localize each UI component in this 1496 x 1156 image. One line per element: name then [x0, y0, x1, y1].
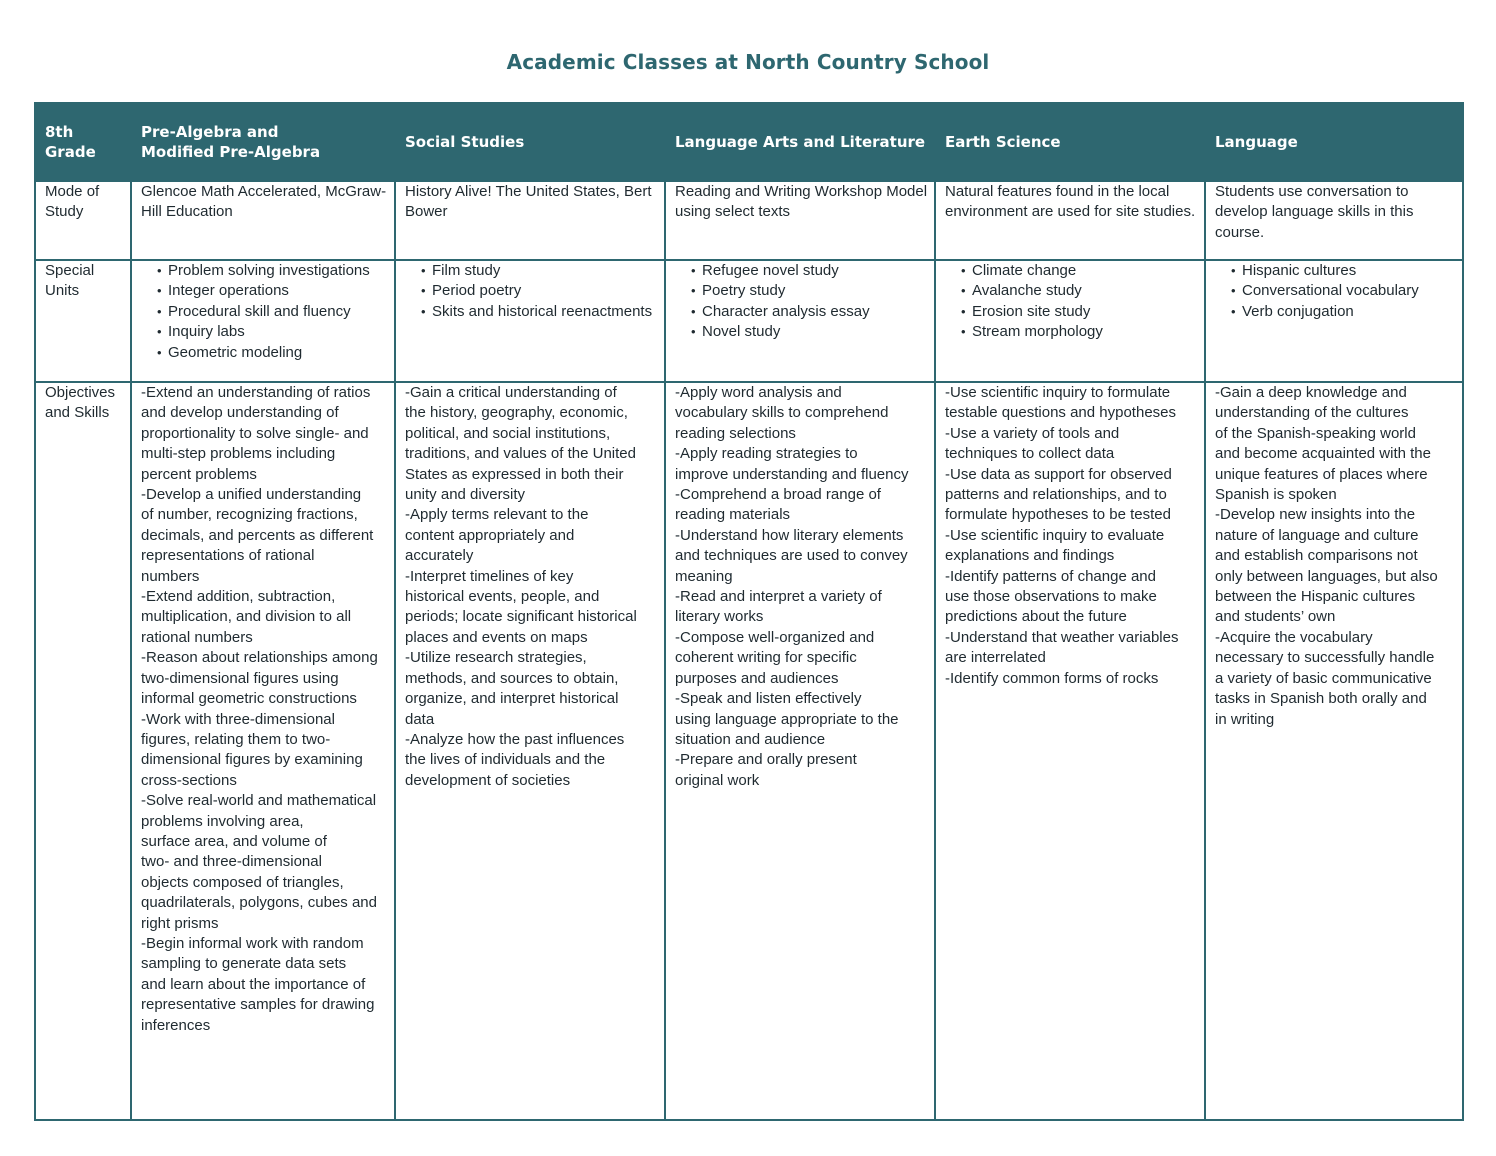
mode-of-study-row [35, 181, 1463, 260]
table-cell [395, 260, 665, 382]
text-line: -Utilize research strategies, [405, 649, 587, 667]
text-line: and techniques are used to convey [675, 547, 908, 565]
text-line: -Apply reading strategies to [675, 445, 858, 463]
list-item: • Stream morphology [961, 322, 1198, 342]
list-item: • Integer operations [157, 281, 388, 301]
text-line: two- and three-dimensional [141, 853, 322, 871]
text-line: improve understanding and fluency [675, 465, 909, 483]
table-cell [1205, 382, 1463, 1120]
text-line: -Use scientific inquiry to formulate [945, 384, 1171, 401]
text-line: -Acquire the vocabulary [1215, 628, 1373, 646]
text-line: historical events, people, and [405, 588, 600, 606]
text-line: nature of language and culture [1215, 526, 1419, 544]
table-cell [665, 382, 935, 1120]
text-line: data [405, 710, 435, 728]
text-line: purposes and audiences [675, 669, 839, 687]
text-line: only between languages, but also [1215, 567, 1438, 585]
list-item: • Period poetry [421, 281, 658, 301]
text-line: -Develop new insights into the [1215, 506, 1416, 524]
list-item: • Character analysis essay [691, 302, 928, 322]
text-line: representative samples for drawing [141, 996, 375, 1014]
text-line: coherent writing for specific [675, 649, 857, 667]
text-line: objects composed of triangles, [141, 873, 344, 891]
table-cell: Glencoe Math Accelerated, McGraw-Hill Education [131, 181, 395, 260]
column-header: Language Arts and Literature [665, 103, 935, 181]
text-line: -Gain a critical understanding of [405, 384, 617, 401]
table-cell: Reading and Writing Workshop Model using select texts [665, 181, 935, 260]
text-line: -Gain a deep knowledge and [1215, 384, 1407, 401]
text-line: meaning [675, 567, 733, 585]
text-line: organize, and interpret historical [405, 690, 619, 708]
header-row [35, 103, 1463, 181]
table-cell: Natural features found in the local environment are used for site studies. [935, 181, 1205, 260]
list-item: • Film study [421, 261, 658, 281]
text-line: and establish comparisons not [1215, 547, 1418, 565]
text-line: surface area, and volume of [141, 832, 327, 850]
text-line: proportionality to solve single- and [141, 424, 369, 442]
text-line: of the Spanish-speaking world [1215, 424, 1416, 442]
text-line: traditions, and values of the United [405, 445, 636, 463]
text-line: a variety of basic communicative [1215, 669, 1432, 687]
text-line: political, and social institutions, [405, 424, 611, 442]
text-line: -Understand that weather variables [945, 628, 1179, 646]
academic-classes-table [34, 102, 1464, 1121]
special-units-row [35, 260, 1463, 382]
bullet-list [405, 261, 658, 322]
list-item: • Verb conjugation [1231, 302, 1456, 322]
text-line: development of societies [405, 771, 571, 789]
text-line: -Compose well-organized and [675, 628, 875, 646]
text-line: inferences [141, 1016, 211, 1034]
text-line: -Identify patterns of change and [945, 567, 1156, 585]
text-line: -Read and interpret a variety of [675, 588, 882, 606]
text-line: reading materials [675, 506, 791, 524]
text-line: unique features of places where [1215, 465, 1428, 483]
text-line: the lives of individuals and the [405, 751, 606, 769]
list-item: • Conversational vocabulary [1231, 281, 1456, 301]
column-header: 8th Grade [35, 103, 131, 181]
text-line: literary works [675, 608, 764, 626]
text-line: content appropriately and [405, 526, 575, 544]
row-label: Mode of Study [35, 181, 131, 260]
text-line: -Work with three-dimensional [141, 710, 335, 728]
list-item: • Avalanche study [961, 281, 1198, 301]
table-cell [395, 382, 665, 1120]
text-line: multi-step problems including [141, 445, 336, 463]
text-line: and students’ own [1215, 608, 1336, 626]
text-line: informal geometric constructions [141, 690, 357, 708]
text-line: -Reason about relationships among [141, 649, 378, 667]
text-line: understanding of the cultures [1215, 404, 1409, 422]
table-cell: History Alive! The United States, Bert Bower [395, 181, 665, 260]
text-line: explanations and findings [945, 547, 1115, 565]
row-label: Objectives and Skills [35, 382, 131, 1120]
text-line: -Identify common forms of rocks [945, 669, 1159, 687]
column-header: Social Studies [395, 103, 665, 181]
text-line: States as expressed in both their [405, 465, 624, 483]
text-line: -Develop a unified understanding [141, 486, 362, 504]
text-line: necessary to successfully handle [1215, 649, 1435, 667]
text-line: -Use scientific inquiry to evaluate [945, 526, 1165, 544]
text-line: -Use a variety of tools and [945, 424, 1120, 442]
text-line: situation and audience [675, 730, 826, 748]
list-item: • Hispanic cultures [1231, 261, 1456, 281]
text-line: periods; locate significant historical [405, 608, 637, 626]
text-line: percent problems [141, 465, 257, 483]
text-line: -Extend an understanding of ratios [141, 384, 371, 401]
text-line: -Interpret timelines of key [405, 567, 574, 585]
text-line: cross-sections [141, 771, 237, 789]
text-line: sampling to generate data sets [141, 955, 347, 973]
list-item: • Refugee novel study [691, 261, 928, 281]
table-cell [935, 260, 1205, 382]
text-line: -Apply word analysis and [675, 384, 842, 401]
column-header: Language [1205, 103, 1463, 181]
text-line: -Apply terms relevant to the [405, 506, 589, 524]
text-line: and become acquainted with the [1215, 445, 1431, 463]
text-line: accurately [405, 547, 474, 565]
text-line: -Understand how literary elements [675, 526, 904, 544]
objectives-row [35, 382, 1463, 1120]
text-line: -Analyze how the past influences [405, 730, 625, 748]
text-line: -Extend addition, subtraction, [141, 588, 336, 606]
text-line: -Use data as support for observed [945, 465, 1172, 483]
text-line: Spanish is spoken [1215, 486, 1337, 504]
text-line: using language appropriate to the [675, 710, 899, 728]
text-line: right prisms [141, 914, 219, 932]
text-line: testable questions and hypotheses [945, 404, 1176, 422]
column-header: Earth Science [935, 103, 1205, 181]
table-cell [131, 260, 395, 382]
text-line: predictions about the future [945, 608, 1127, 626]
list-item: • Geometric modeling [157, 343, 388, 363]
text-line: -Speak and listen effectively [675, 690, 862, 708]
text-line: rational numbers [141, 628, 253, 646]
text-line: quadrilaterals, polygons, cubes and [141, 894, 377, 912]
text-line: vocabulary skills to comprehend [675, 404, 889, 422]
row-label: Special Units [35, 260, 131, 382]
column-header: Pre-Algebra and Modified Pre-Algebra [131, 103, 395, 181]
text-line: techniques to collect data [945, 445, 1115, 463]
text-line: use those observations to make [945, 588, 1157, 606]
text-line: and learn about the importance of [141, 975, 366, 993]
list-item: • Novel study [691, 322, 928, 342]
text-line: places and events on maps [405, 628, 588, 646]
list-item: • Inquiry labs [157, 322, 388, 342]
text-line: formulate hypotheses to be tested [945, 506, 1171, 524]
text-line: problems involving area, [141, 812, 304, 830]
bullet-list [945, 261, 1198, 343]
list-item: • Poetry study [691, 281, 928, 301]
table-cell [1205, 260, 1463, 382]
table-cell: Students use conversation to develop language skills in this course. [1205, 181, 1463, 260]
text-line: representations of rational [141, 547, 315, 565]
table-cell [935, 382, 1205, 1120]
text-line: figures, relating them to two- [141, 730, 331, 748]
page-title: Academic Classes at North Country School [506, 50, 990, 74]
text-line: -Solve real-world and mathematical [141, 792, 377, 810]
text-line: multiplication, and division to all [141, 608, 352, 626]
text-line: methods, and sources to obtain, [405, 669, 619, 687]
text-line: unity and diversity [405, 486, 526, 504]
table-cell [665, 260, 935, 382]
text-line: of number, recognizing fractions, [141, 506, 358, 524]
text-line: reading selections [675, 424, 796, 442]
bullet-list [141, 261, 388, 363]
text-line: -Prepare and orally present [675, 751, 857, 769]
text-line: original work [675, 771, 760, 789]
text-line: dimensional figures by examining [141, 751, 363, 769]
table-cell [131, 382, 395, 1120]
bullet-list [675, 261, 928, 343]
list-item: • Erosion site study [961, 302, 1198, 322]
text-line: decimals, and percents as different [141, 526, 374, 544]
text-line: -Comprehend a broad range of [675, 486, 881, 504]
text-line: and develop understanding of [141, 404, 339, 422]
text-line: in writing [1215, 710, 1275, 728]
text-line: tasks in Spanish both orally and [1215, 690, 1427, 708]
text-line: are interrelated [945, 649, 1046, 667]
list-item: • Skits and historical reenactments [421, 302, 658, 322]
text-line: numbers [141, 567, 200, 585]
list-item: • Procedural skill and fluency [157, 302, 388, 322]
text-line: between the Hispanic cultures [1215, 588, 1416, 606]
text-line: -Begin informal work with random [141, 934, 364, 952]
text-line: patterns and relationships, and to [945, 486, 1167, 504]
list-item: • Problem solving investigations [157, 261, 388, 281]
text-line: the history, geography, economic, [405, 404, 628, 422]
list-item: • Climate change [961, 261, 1198, 281]
bullet-list [1215, 261, 1456, 322]
text-line: two-dimensional figures using [141, 669, 339, 687]
